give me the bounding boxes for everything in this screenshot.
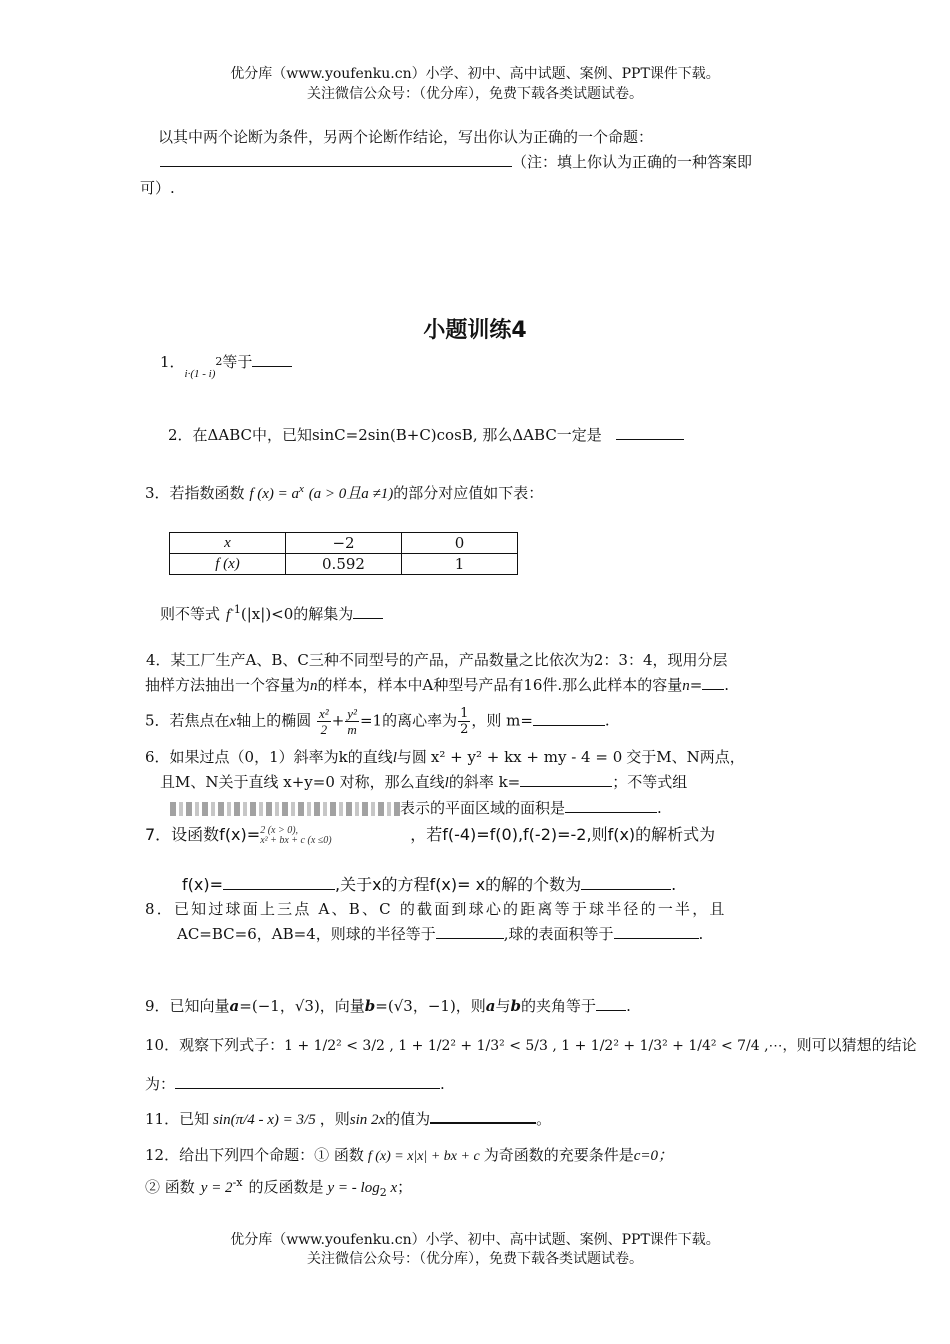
q5-answer-blank[interactable] [533, 711, 605, 726]
question-4-line2: 抽样方法抽出一个容量为n的样本，样本中A种型号产品有16件.那么此样本的容量n= . [145, 676, 730, 694]
q10-answer-blank[interactable] [175, 1074, 440, 1089]
question-8-line2: AC=BC=6，AB=4，则球的半径等于 ,球的表面积等于 . [177, 925, 704, 943]
page-header-line2: 关注微信公众号：（优分库），免费下载各类试题试卷。 [307, 86, 643, 102]
q7-answer-blank-2[interactable] [581, 875, 671, 890]
table-row: x −2 0 [170, 533, 518, 554]
intro-line3: 可）. [140, 179, 175, 197]
question-4-line1: 4．某工厂生产A、B、C三种不同型号的产品，产品数量之比依次为2：3：4，现用分层 [146, 651, 728, 669]
value-table [169, 532, 518, 575]
q1-answer-blank[interactable] [252, 352, 292, 367]
q9-answer-blank[interactable] [596, 996, 626, 1011]
question-7-line2: f(x)= ,关于x的方程f(x)= x的解的个数为 . [182, 875, 677, 894]
question-6-line1: 6．如果过点（0，1）斜率为k的直线l与圆 x² + y² + kx + my - 4 = 0 交于M、N两点， [145, 748, 745, 766]
q3-answer-blank[interactable] [353, 604, 383, 619]
q2-answer-blank[interactable] [616, 425, 684, 440]
piecewise-function: 2 (x > 0), x² + bx + c (x ≤0) [260, 824, 332, 846]
question-6-line2: 且M、N关于直线 x+y=0 对称，那么直线l的斜率 k= ；不等式组 [160, 773, 688, 791]
q8-answer-blank-1[interactable] [436, 924, 504, 939]
question-9: 9．已知向量a=(−1，√3)，向量b=(√3，−1)，则a与b的夹角等于 . [145, 997, 631, 1015]
question-12-line1: 12．给出下列四个命题：① 函数 f (x) = x|x| + bx + c 为奇函数的充要条件是c=0； [145, 1146, 673, 1164]
question-5: 5．若焦点在x轴上的椭圆 $\frac{\text{x²}}{2}$ + $\frac{\text{y²}}{m}$ =1的离心率为 $\frac{1}{2}$ ，则 m= . [145, 706, 610, 737]
q11-answer-blank[interactable] [430, 1108, 536, 1124]
question-1: 1．$_{i\cdot(1 - i)}$2等于 [160, 351, 292, 375]
table-row: f (x) 0.592 1 [170, 554, 518, 575]
answer-blank[interactable] [160, 152, 512, 167]
page-footer-line2: 关注微信公众号：（优分库），免费下载各类试题试卷。 [307, 1251, 643, 1267]
question-10-line2: 为： . [145, 1075, 445, 1093]
question-7-line1: 7．设函数f(x)= 2 (x > 0), x² + bx + c (x ≤0) ，若f(-4)=f(0),f(-2)=-2,则f(x)的解析式为 [145, 824, 716, 846]
question-8-line1: 8．已知过球面上三点 A、B、C 的截面到球心的距离等于球半径的一半，且 [145, 900, 727, 918]
section-title: 小题训练4 [423, 318, 527, 343]
page-header-line1: 优分库（www.youfenku.cn）小学、初中、高中试题、案例、PPT课件下载。 [230, 66, 720, 82]
q6-answer-blank-1[interactable] [520, 772, 612, 787]
question-6-line3: 表示的平面区域的面积是 . [170, 797, 662, 819]
q7-answer-blank-1[interactable] [223, 875, 335, 890]
question-12-line2: ② 函数 $y = 2^{-x}$ 的反函数是 y = - $\log_2 x$； [145, 1176, 413, 1199]
page-footer-line1: 优分库（www.youfenku.cn）小学、初中、高中试题、案例、PPT课件下载。 [230, 1232, 720, 1248]
intro-line2: （注：填上你认为正确的一种答案即 [160, 151, 752, 173]
q4-answer-blank[interactable] [702, 675, 724, 690]
question-3: 3．若指数函数 f $(x) = a^x$ (a > 0且a ≠1)的部分对应值如下表： [145, 483, 544, 502]
question-2: 2．在ΔABC中，已知sinC=2sin(B+C)cosB, 那么ΔABC一定是 [168, 424, 684, 446]
question-11: 11．已知 sin(π/4 - x) = 3/5 ，则sin 2x的值为 。 [145, 1110, 552, 1128]
inequality-series: 1 + 1/2² < 3/2 , 1 + 1/2² + 1/3² < 5/3 , 1 + 1/2² + 1/3² + 1/4² < 7/4 ,⋯， [284, 1038, 797, 1054]
question-3-inequality: 则不等式 $f^{-1}(|x|)<0$的解集为 [160, 599, 383, 626]
intro-line1: 以其中两个论断为条件，另两个论断作结论，写出你认为正确的一个命题： [158, 128, 654, 146]
inequality-system-image [170, 802, 400, 816]
question-10-line1: 10．观察下列式子：1 + 1/2² < 3/2 , 1 + 1/2² + 1/3² < 5/3 , 1 + 1/2² + 1/3² + 1/4² < 7/4 ,⋯，则可以猜想的结论 [145, 1036, 917, 1054]
q8-answer-blank-2[interactable] [614, 924, 699, 939]
q6-answer-blank-2[interactable] [565, 798, 657, 813]
